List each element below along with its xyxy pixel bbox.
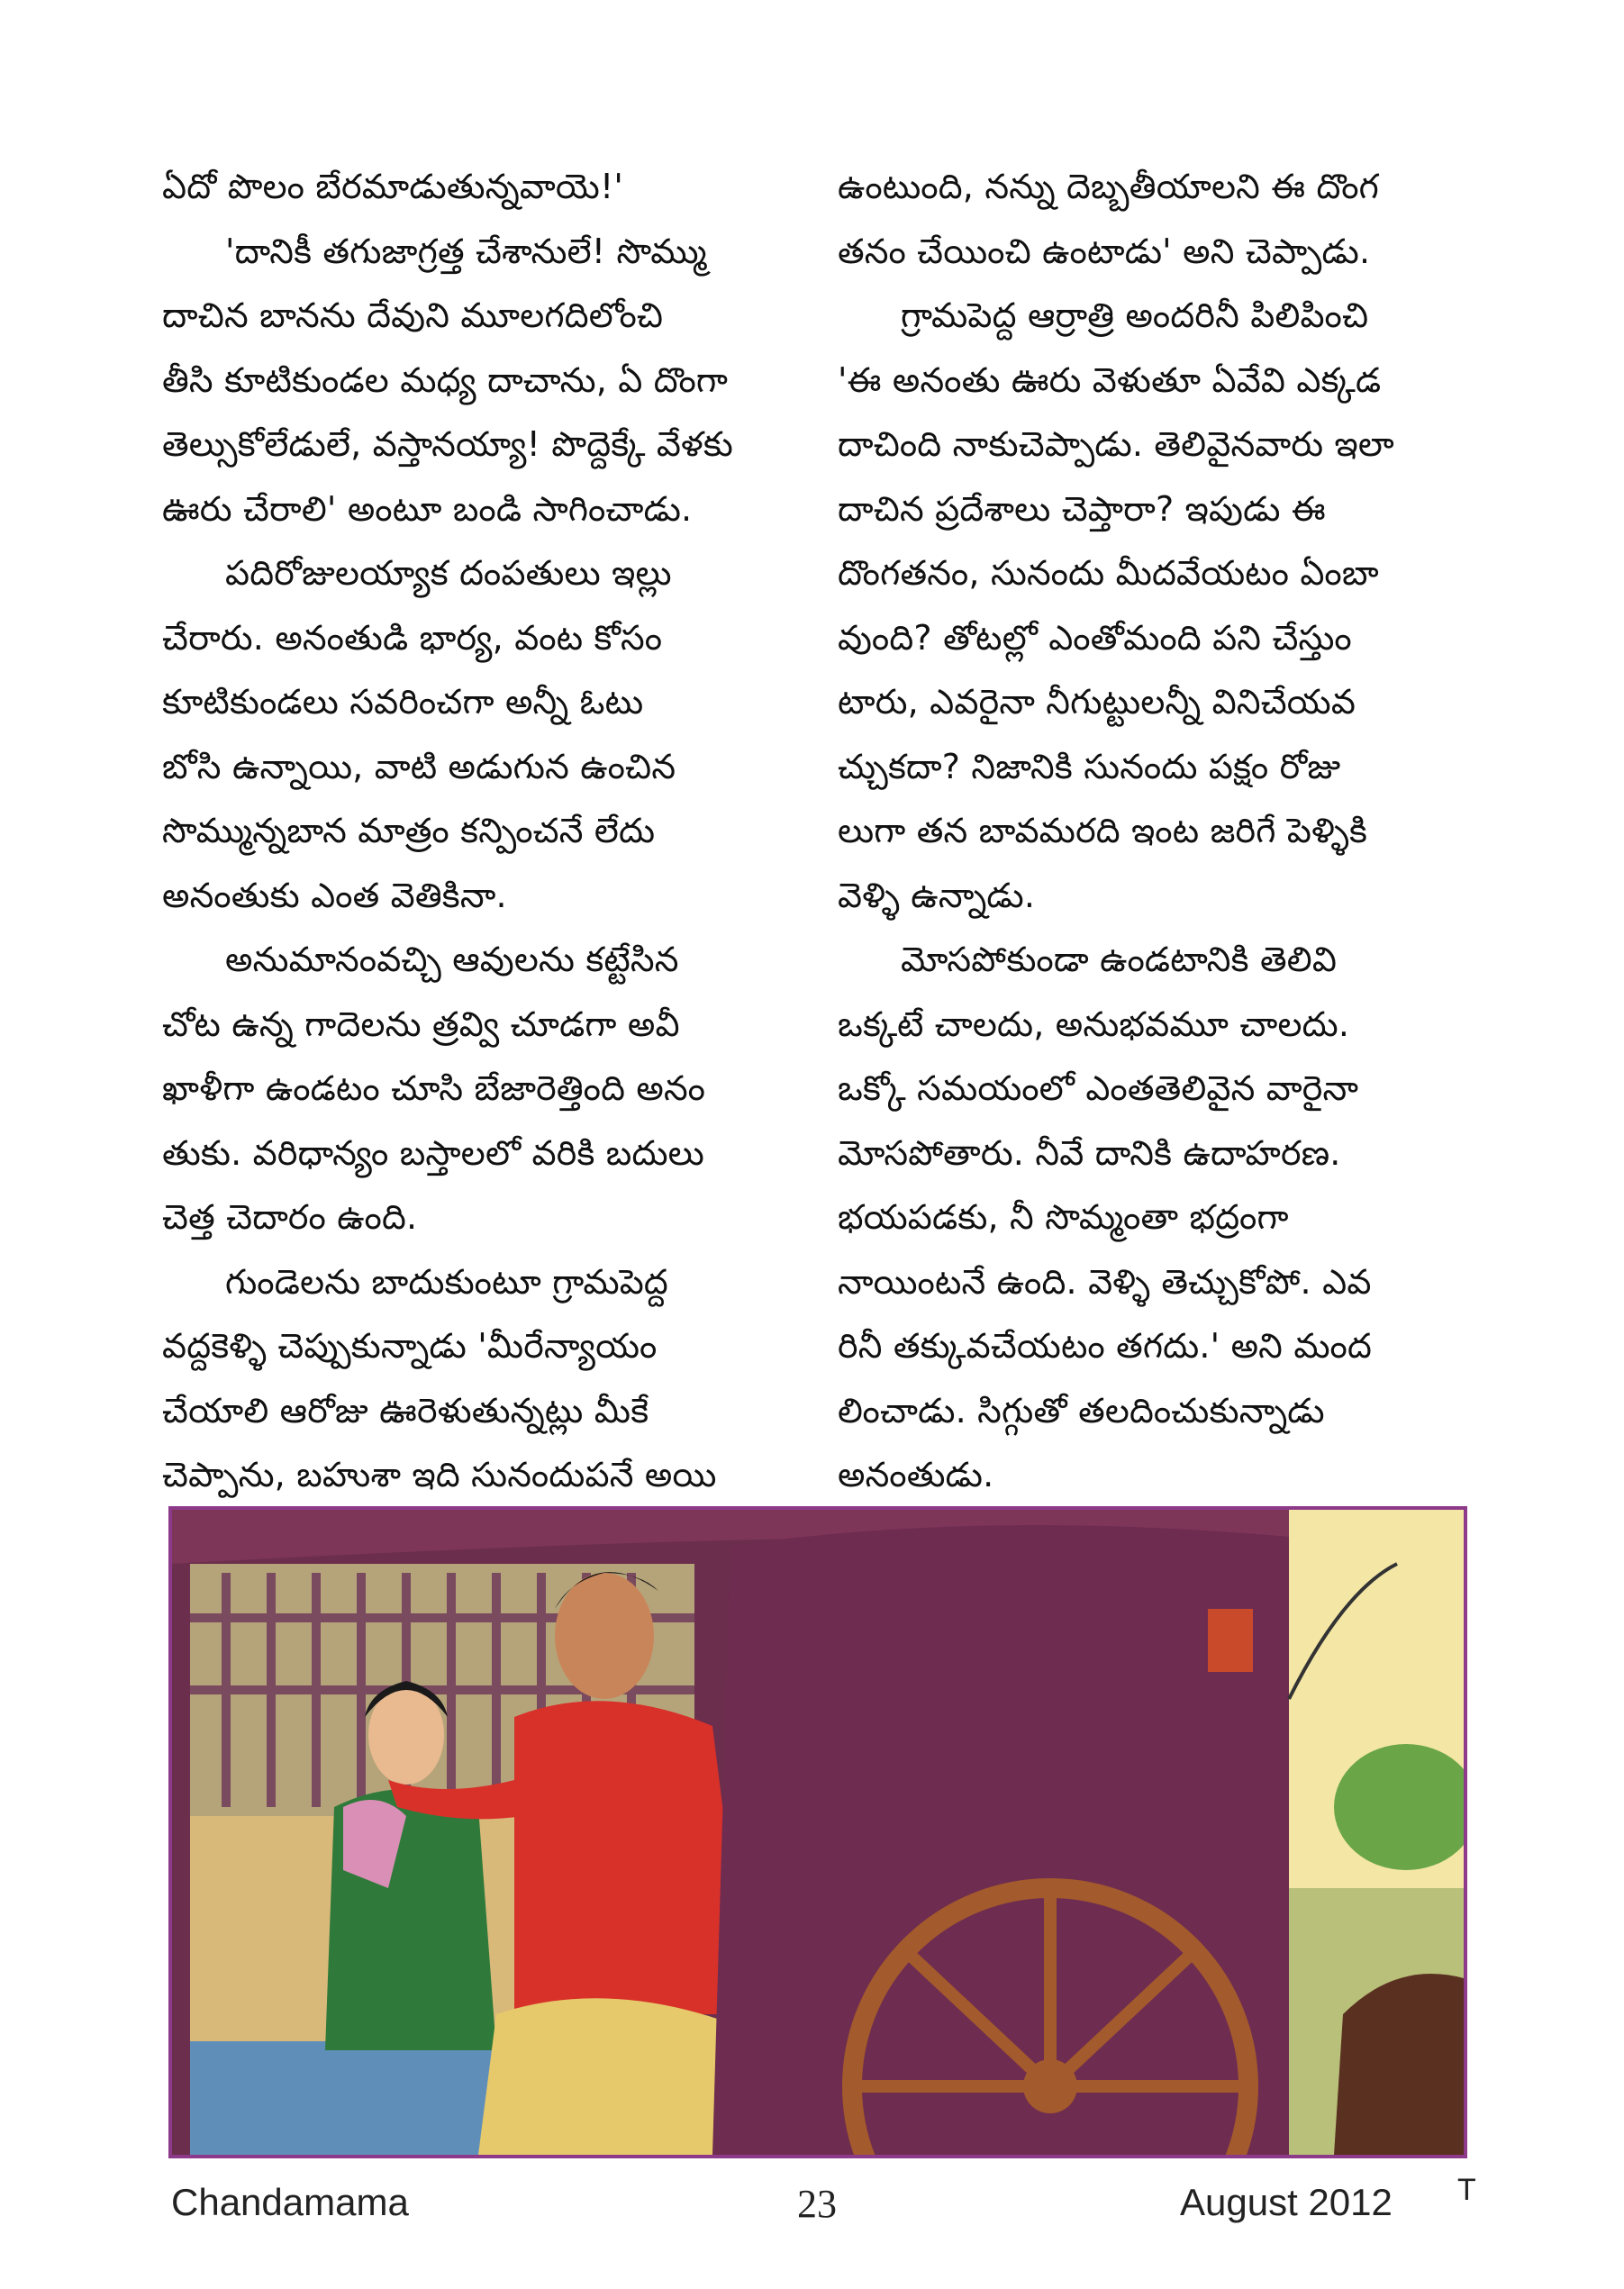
text-line: చోట ఉన్న గాదెలను త్రవ్వి చూడగా అవీ: [162, 1004, 680, 1044]
footer-mark: T: [1457, 2173, 1476, 2207]
text-line: చెత్త చెదారం ఉంది.: [162, 1197, 418, 1237]
text-line: తనం చేయించి ఉంటాడు' అని చెప్పాడు.: [838, 231, 1371, 271]
text-line: దాచిన ప్రదేశాలు చెప్తారా? ఇపుడు ఈ: [838, 488, 1326, 529]
text-line: బోసి ఉన్నాయి, వాటి అడుగున ఉంచిన: [162, 746, 676, 786]
text-line: వెళ్ళి ఉన్నాడు.: [838, 875, 1036, 915]
text-line: వద్దకెళ్ళి చెప్పుకున్నాడు 'మీరేన్యాయం: [162, 1326, 658, 1366]
text-line: చెప్పాను, బహుశా ఇది సునందుపనే అయి: [162, 1455, 717, 1494]
text-line: సొమ్మున్నబాన మాత్రం కన్పించనే లేదు: [162, 811, 656, 850]
text-line: ఖాళీగా ఉండటం చూసి బేజారెత్తింది అనం: [162, 1068, 706, 1108]
cart-scene-illustration: [172, 1510, 1464, 2155]
left-text-column: [162, 155, 793, 1508]
text-line: చేయాలి ఆరోజు ఊరెళుతున్నట్లు మీకే: [162, 1390, 649, 1431]
text-line: నాయింటనే ఉంది. వెళ్ళి తెచ్చుకోపో. ఎవ: [838, 1261, 1372, 1302]
text-line: అనుమానంవచ్చి ఆవులను కట్టేసిన: [225, 940, 679, 979]
text-line: ఒక్కటే చాలదు, అనుభవమూ చాలదు.: [838, 1004, 1350, 1044]
issue-date: August 2012: [1180, 2181, 1393, 2223]
text-line: రినీ తక్కువచేయటం తగదు.' అని మంద: [838, 1326, 1373, 1366]
text-line: దొంగతనం, సునందు మీదవేయటం ఏంబా: [838, 553, 1379, 593]
text-line: మోసపోతారు. నీవే దానికి ఉదాహరణ.: [838, 1132, 1341, 1173]
text-line: ఊరు చేరాలి' అంటూ బండి సాగించాడు.: [162, 488, 693, 529]
text-line: చ్చుకదా? నిజానికి సునందు పక్షం రోజు: [838, 746, 1341, 786]
cart-side: [712, 1525, 1289, 2155]
text-line: గ్రామపెద్ద ఆర్రాత్రి అందరినీ పిలిపించి: [901, 295, 1369, 335]
text-line: వుంది? తోటల్లో ఎంతోమంది పని చేస్తుం: [838, 617, 1352, 658]
text-line: 'దానికీ తగుజాగ్రత్త చేశానులే! సొమ్ము: [225, 231, 707, 271]
text-line: తుకు. వరిధాన్యం బస్తాలలో వరికి బదులు: [162, 1132, 704, 1173]
text-line: తెల్సుకోలేడులే, వస్తానయ్యా! పొద్దెక్కే వేళకు: [162, 424, 734, 464]
text-line: లించాడు. సిగ్గుతో తలదించుకున్నాడు: [838, 1390, 1325, 1431]
text-line: దాచిన బానను దేవుని మూలగదిలోంచి: [162, 295, 664, 335]
text-line: టారు, ఎవరైనా నీగుట్టులన్నీ వినిచేయవ: [838, 682, 1356, 722]
text-line: ఏదో పొలం బేరమాడుతున్నవాయె!': [162, 167, 624, 206]
text-line: చేరారు. అనంతుడి భార్య, వంట కోసం: [162, 617, 663, 658]
text-line: దాచింది నాకుచెప్పాడు. తెలివైనవారు ఇలా: [838, 424, 1394, 464]
text-line: కూటికుండలు సవరించగా అన్నీ ఓటు: [162, 682, 644, 722]
page-number: 23: [797, 2182, 837, 2226]
text-line: పదిరోజులయ్యాక దంపతులు ఇల్లు: [225, 553, 672, 593]
man-shirt: [514, 1701, 748, 2014]
text-line: లుగా తన బావమరది ఇంట జరిగే పెళ్ళికి: [838, 811, 1367, 850]
text-line: ఉంటుంది, నన్ను దెబ్బతీయాలని ఈ దొంగ: [838, 167, 1380, 206]
magazine-name: Chandamama: [171, 2181, 409, 2223]
text-line: అనంతుడు.: [838, 1455, 994, 1494]
right-text-column: [838, 155, 1468, 1508]
man-dhoti: [478, 1998, 748, 2155]
text-line: ఒక్కో సమయంలో ఎంతతెలివైన వారైనా: [838, 1068, 1359, 1108]
text-line: భయపడకు, నీ సొమ్మంతా భద్రంగా: [838, 1197, 1289, 1237]
story-illustration: [168, 1506, 1467, 2158]
text-line: మోసపోకుండా ఉండటానికి తెలివి: [901, 940, 1338, 979]
text-line: తీసి కూటికుండల మధ్య దాచాను, ఏ దొంగా: [162, 359, 729, 400]
lantern: [1208, 1609, 1253, 1672]
text-line: అనంతుకు ఎంత వెతికినా.: [162, 875, 507, 915]
text-line: 'ఈ అనంతు ఊరు వెళుతూ ఏవేవి ఎక్కడ: [838, 359, 1382, 400]
text-line: గుండెలను బాదుకుంటూ గ్రామపెద్ద: [225, 1261, 668, 1302]
man-face: [555, 1573, 654, 1699]
